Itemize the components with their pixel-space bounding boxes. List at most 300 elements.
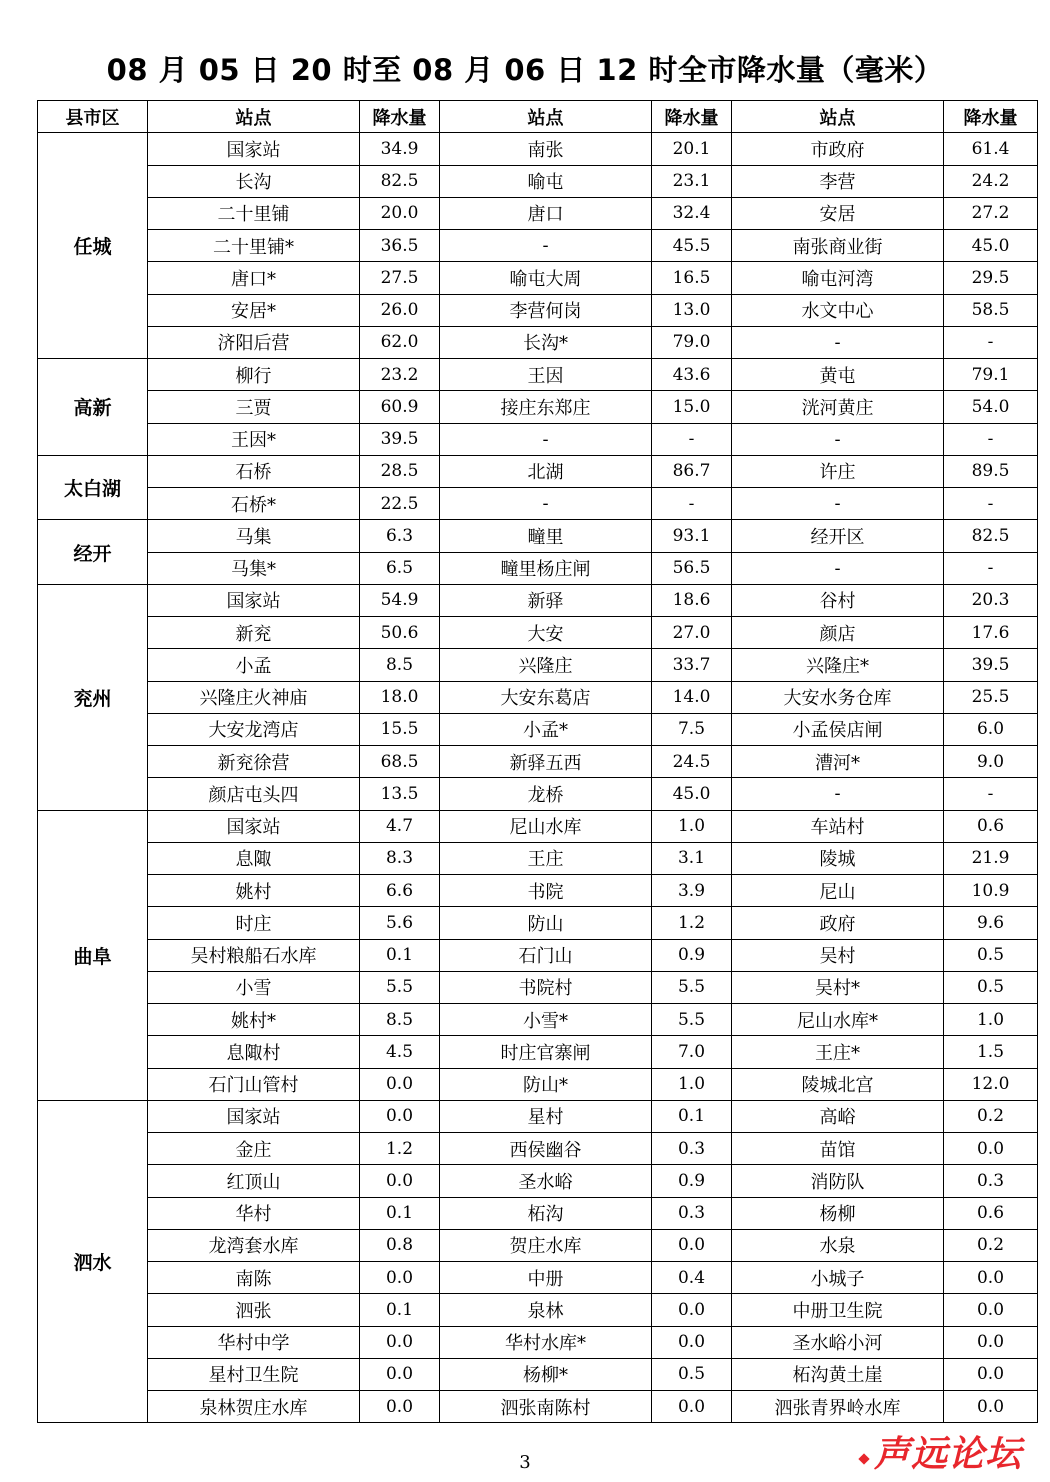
station-3-cell: 洸河黄庄 [732, 391, 944, 423]
rainfall-3-cell: 25.5 [944, 681, 1038, 713]
station-2-cell: 疃里 [440, 520, 652, 552]
rainfall-2-cell: - [652, 423, 732, 455]
rainfall-1-cell: 0.0 [360, 1165, 440, 1197]
station-2-cell: 防山* [440, 1068, 652, 1100]
station-3-cell: - [732, 488, 944, 520]
rainfall-2-cell: 15.0 [652, 391, 732, 423]
rainfall-1-cell: 50.6 [360, 617, 440, 649]
rainfall-2-cell: 0.0 [652, 1391, 732, 1423]
rainfall-1-cell: 54.9 [360, 584, 440, 616]
station-2-cell: 长沟* [440, 326, 652, 358]
rainfall-1-cell: 0.0 [360, 1391, 440, 1423]
rainfall-3-cell: 0.3 [944, 1165, 1038, 1197]
station-3-cell: 吴村 [732, 939, 944, 971]
station-2-cell: 喻屯大周 [440, 262, 652, 294]
rainfall-2-cell: 5.5 [652, 971, 732, 1003]
station-3-cell: 南张商业街 [732, 230, 944, 262]
station-1-cell: 二十里铺 [148, 197, 360, 229]
station-2-cell: 中册 [440, 1262, 652, 1294]
rainfall-table [37, 100, 1038, 1423]
station-3-cell: - [732, 552, 944, 584]
rainfall-1-cell: 6.3 [360, 520, 440, 552]
station-1-cell: 大安龙湾店 [148, 713, 360, 745]
rainfall-2-cell: 93.1 [652, 520, 732, 552]
station-2-cell: 北湖 [440, 455, 652, 487]
table-row [38, 1358, 1038, 1390]
page-title: 08 月 05 日 20 时至 08 月 06 日 12 时全市降水量（毫米） [106, 53, 944, 87]
rainfall-2-cell: 0.5 [652, 1358, 732, 1390]
page-number: 3 [519, 1452, 531, 1473]
station-1-cell: 姚村* [148, 1004, 360, 1036]
table-row [38, 778, 1038, 810]
rainfall-2-cell: 86.7 [652, 455, 732, 487]
header-rainfall-2: 降水量 [652, 101, 732, 133]
table-row [38, 326, 1038, 358]
station-3-cell: 圣水峪小河 [732, 1326, 944, 1358]
table-row [38, 230, 1038, 262]
rainfall-1-cell: 6.6 [360, 875, 440, 907]
county-cell: 太白湖 [38, 455, 148, 520]
rainfall-2-cell: 7.0 [652, 1036, 732, 1068]
rainfall-1-cell: 5.5 [360, 971, 440, 1003]
rainfall-2-cell: 24.5 [652, 746, 732, 778]
table-body [38, 133, 1038, 1423]
table-row [38, 1262, 1038, 1294]
table-row [38, 391, 1038, 423]
station-3-cell: 中册卫生院 [732, 1294, 944, 1326]
header-rainfall-3: 降水量 [944, 101, 1038, 133]
header-county: 县市区 [38, 101, 148, 133]
station-3-cell: 车站村 [732, 810, 944, 842]
station-3-cell: 颜店 [732, 617, 944, 649]
table-row [38, 713, 1038, 745]
table-row [38, 197, 1038, 229]
table-row [38, 681, 1038, 713]
station-2-cell: 喻屯 [440, 165, 652, 197]
station-2-cell: 大安东葛店 [440, 681, 652, 713]
station-1-cell: 国家站 [148, 133, 360, 165]
rainfall-1-cell: 4.7 [360, 810, 440, 842]
table-row [38, 907, 1038, 939]
rainfall-2-cell: 0.1 [652, 1100, 732, 1132]
rainfall-3-cell: 82.5 [944, 520, 1038, 552]
station-1-cell: 三贾 [148, 391, 360, 423]
rainfall-1-cell: 82.5 [360, 165, 440, 197]
rainfall-1-cell: 8.3 [360, 842, 440, 874]
header-station-3: 站点 [732, 101, 944, 133]
station-1-cell: 金庄 [148, 1133, 360, 1165]
station-1-cell: 华村中学 [148, 1326, 360, 1358]
station-3-cell: 许庄 [732, 455, 944, 487]
table-row [38, 842, 1038, 874]
rainfall-3-cell: 0.0 [944, 1262, 1038, 1294]
rainfall-2-cell: 43.6 [652, 359, 732, 391]
rainfall-3-cell: 27.2 [944, 197, 1038, 229]
station-3-cell: 陵城北宫 [732, 1068, 944, 1100]
station-1-cell: 小雪 [148, 971, 360, 1003]
station-3-cell: 消防队 [732, 1165, 944, 1197]
station-1-cell: 国家站 [148, 810, 360, 842]
table-row [38, 1197, 1038, 1229]
rainfall-3-cell: 9.6 [944, 907, 1038, 939]
rainfall-2-cell: 0.0 [652, 1294, 732, 1326]
rainfall-3-cell: 0.0 [944, 1294, 1038, 1326]
rainfall-3-cell: 0.0 [944, 1326, 1038, 1358]
table-row [38, 746, 1038, 778]
table-row [38, 939, 1038, 971]
rainfall-1-cell: 62.0 [360, 326, 440, 358]
rainfall-1-cell: 0.0 [360, 1326, 440, 1358]
table-row [38, 649, 1038, 681]
table-row [38, 584, 1038, 616]
station-1-cell: 柳行 [148, 359, 360, 391]
table-row [38, 359, 1038, 391]
station-2-cell: 泗张南陈村 [440, 1391, 652, 1423]
rainfall-3-cell: - [944, 423, 1038, 455]
station-3-cell: 小孟侯店闸 [732, 713, 944, 745]
rainfall-2-cell: 18.6 [652, 584, 732, 616]
table-row [38, 1165, 1038, 1197]
rainfall-1-cell: 0.8 [360, 1229, 440, 1261]
rainfall-3-cell: 54.0 [944, 391, 1038, 423]
station-2-cell: - [440, 230, 652, 262]
rainfall-3-cell: 0.0 [944, 1358, 1038, 1390]
table-row [38, 552, 1038, 584]
table-row [38, 294, 1038, 326]
station-2-cell: 贺庄水库 [440, 1229, 652, 1261]
rainfall-3-cell: 89.5 [944, 455, 1038, 487]
station-1-cell: 息陬村 [148, 1036, 360, 1068]
station-1-cell: 姚村 [148, 875, 360, 907]
station-3-cell: - [732, 778, 944, 810]
station-1-cell: 息陬 [148, 842, 360, 874]
rainfall-1-cell: 0.0 [360, 1068, 440, 1100]
station-3-cell: 经开区 [732, 520, 944, 552]
rainfall-3-cell: 29.5 [944, 262, 1038, 294]
rainfall-1-cell: 6.5 [360, 552, 440, 584]
rainfall-1-cell: 8.5 [360, 649, 440, 681]
table-row [38, 455, 1038, 487]
rainfall-2-cell: 16.5 [652, 262, 732, 294]
station-2-cell: 华村水库* [440, 1326, 652, 1358]
rainfall-1-cell: 39.5 [360, 423, 440, 455]
station-2-cell: 唐口 [440, 197, 652, 229]
rainfall-3-cell: 58.5 [944, 294, 1038, 326]
rainfall-3-cell: 0.2 [944, 1100, 1038, 1132]
rainfall-3-cell: 0.5 [944, 939, 1038, 971]
rainfall-3-cell: 0.0 [944, 1391, 1038, 1423]
table-row [38, 1100, 1038, 1132]
county-cell: 兖州 [38, 584, 148, 810]
station-3-cell: 陵城 [732, 842, 944, 874]
station-3-cell: 杨柳 [732, 1197, 944, 1229]
rainfall-3-cell: - [944, 778, 1038, 810]
rainfall-3-cell: 12.0 [944, 1068, 1038, 1100]
station-1-cell: 马集 [148, 520, 360, 552]
station-3-cell: 尼山水库* [732, 1004, 944, 1036]
table-row [38, 1133, 1038, 1165]
station-2-cell: 尼山水库 [440, 810, 652, 842]
rainfall-2-cell: 79.0 [652, 326, 732, 358]
rainfall-1-cell: 20.0 [360, 197, 440, 229]
station-3-cell: 小城子 [732, 1262, 944, 1294]
rainfall-3-cell: 0.6 [944, 810, 1038, 842]
rainfall-2-cell: 0.9 [652, 1165, 732, 1197]
table-row [38, 165, 1038, 197]
table-row [38, 1229, 1038, 1261]
station-3-cell: 水泉 [732, 1229, 944, 1261]
rainfall-2-cell: 27.0 [652, 617, 732, 649]
rainfall-3-cell: 20.3 [944, 584, 1038, 616]
station-1-cell: 南陈 [148, 1262, 360, 1294]
station-3-cell: 高峪 [732, 1100, 944, 1132]
station-3-cell: 市政府 [732, 133, 944, 165]
rainfall-2-cell: 7.5 [652, 713, 732, 745]
county-cell: 高新 [38, 359, 148, 456]
station-2-cell: - [440, 488, 652, 520]
station-2-cell: 石门山 [440, 939, 652, 971]
rainfall-2-cell: 0.4 [652, 1262, 732, 1294]
rainfall-2-cell: 20.1 [652, 133, 732, 165]
station-2-cell: 星村 [440, 1100, 652, 1132]
rainfall-2-cell: 23.1 [652, 165, 732, 197]
rainfall-2-cell: 0.0 [652, 1229, 732, 1261]
rainfall-2-cell: 0.9 [652, 939, 732, 971]
station-1-cell: 兴隆庄火神庙 [148, 681, 360, 713]
station-1-cell: 马集* [148, 552, 360, 584]
rainfall-1-cell: 23.2 [360, 359, 440, 391]
table-row [38, 488, 1038, 520]
rainfall-2-cell: 1.0 [652, 1068, 732, 1100]
station-3-cell: 漕河* [732, 746, 944, 778]
table-row [38, 1326, 1038, 1358]
rainfall-1-cell: 8.5 [360, 1004, 440, 1036]
rainfall-1-cell: 36.5 [360, 230, 440, 262]
station-3-cell: 李营 [732, 165, 944, 197]
table-row [38, 262, 1038, 294]
station-3-cell: 谷村 [732, 584, 944, 616]
table-row [38, 520, 1038, 552]
rainfall-2-cell: 45.5 [652, 230, 732, 262]
station-2-cell: - [440, 423, 652, 455]
station-1-cell: 新兖徐营 [148, 746, 360, 778]
station-1-cell: 泗张 [148, 1294, 360, 1326]
station-1-cell: 星村卫生院 [148, 1358, 360, 1390]
county-cell: 经开 [38, 520, 148, 585]
station-1-cell: 颜店屯头四 [148, 778, 360, 810]
table-row [38, 617, 1038, 649]
rainfall-3-cell: 6.0 [944, 713, 1038, 745]
table-row [38, 875, 1038, 907]
rainfall-3-cell: 0.6 [944, 1197, 1038, 1229]
rainfall-1-cell: 13.5 [360, 778, 440, 810]
station-1-cell: 二十里铺* [148, 230, 360, 262]
station-3-cell: 大安水务仓库 [732, 681, 944, 713]
station-3-cell: 黄屯 [732, 359, 944, 391]
station-1-cell: 小孟 [148, 649, 360, 681]
station-2-cell: 圣水峪 [440, 1165, 652, 1197]
station-3-cell: 安居 [732, 197, 944, 229]
station-2-cell: 书院村 [440, 971, 652, 1003]
rainfall-1-cell: 18.0 [360, 681, 440, 713]
rainfall-3-cell: 39.5 [944, 649, 1038, 681]
station-2-cell: 时庄官寨闸 [440, 1036, 652, 1068]
watermark-text: 声远论坛 [873, 1434, 1022, 1475]
station-3-cell: 兴隆庄* [732, 649, 944, 681]
rainfall-1-cell: 0.0 [360, 1100, 440, 1132]
station-1-cell: 时庄 [148, 907, 360, 939]
rainfall-3-cell: 21.9 [944, 842, 1038, 874]
station-2-cell: 小雪* [440, 1004, 652, 1036]
rainfall-1-cell: 0.0 [360, 1262, 440, 1294]
station-3-cell: 王庄* [732, 1036, 944, 1068]
station-2-cell: 西侯幽谷 [440, 1133, 652, 1165]
table-row [38, 1036, 1038, 1068]
rainfall-2-cell: 33.7 [652, 649, 732, 681]
rainfall-2-cell: 0.3 [652, 1133, 732, 1165]
rainfall-1-cell: 15.5 [360, 713, 440, 745]
station-1-cell: 安居* [148, 294, 360, 326]
header-station-1: 站点 [148, 101, 360, 133]
rainfall-1-cell: 0.1 [360, 939, 440, 971]
station-1-cell: 泉林贺庄水库 [148, 1391, 360, 1423]
rainfall-1-cell: 4.5 [360, 1036, 440, 1068]
rainfall-3-cell: - [944, 552, 1038, 584]
rainfall-3-cell: 24.2 [944, 165, 1038, 197]
rainfall-3-cell: 45.0 [944, 230, 1038, 262]
station-2-cell: 柘沟 [440, 1197, 652, 1229]
station-1-cell: 国家站 [148, 1100, 360, 1132]
station-3-cell: - [732, 423, 944, 455]
rainfall-2-cell: 3.1 [652, 842, 732, 874]
rainfall-1-cell: 22.5 [360, 488, 440, 520]
station-3-cell: 吴村* [732, 971, 944, 1003]
table-row [38, 133, 1038, 165]
rainfall-3-cell: 1.5 [944, 1036, 1038, 1068]
rainfall-2-cell: - [652, 488, 732, 520]
rainfall-2-cell: 1.2 [652, 907, 732, 939]
rainfall-3-cell: 0.5 [944, 971, 1038, 1003]
rainfall-1-cell: 27.5 [360, 262, 440, 294]
station-3-cell: 尼山 [732, 875, 944, 907]
station-1-cell: 华村 [148, 1197, 360, 1229]
table-header-row [38, 101, 1038, 133]
station-2-cell: 王因 [440, 359, 652, 391]
rainfall-3-cell: - [944, 488, 1038, 520]
station-1-cell: 龙湾套水库 [148, 1229, 360, 1261]
rainfall-1-cell: 0.1 [360, 1294, 440, 1326]
station-2-cell: 书院 [440, 875, 652, 907]
rainfall-1-cell: 34.9 [360, 133, 440, 165]
rainfall-1-cell: 1.2 [360, 1133, 440, 1165]
table-row [38, 423, 1038, 455]
rainfall-2-cell: 0.3 [652, 1197, 732, 1229]
rainfall-3-cell: 0.2 [944, 1229, 1038, 1261]
rainfall-2-cell: 1.0 [652, 810, 732, 842]
rainfall-3-cell: 79.1 [944, 359, 1038, 391]
forum-watermark-logo [874, 1433, 1022, 1477]
rainfall-1-cell: 0.1 [360, 1197, 440, 1229]
rainfall-2-cell: 0.0 [652, 1326, 732, 1358]
rainfall-3-cell: 17.6 [944, 617, 1038, 649]
station-1-cell: 石桥* [148, 488, 360, 520]
station-1-cell: 吴村粮船石水库 [148, 939, 360, 971]
rainfall-3-cell: - [944, 326, 1038, 358]
station-1-cell: 王因* [148, 423, 360, 455]
rainfall-3-cell: 0.0 [944, 1133, 1038, 1165]
station-2-cell: 新驿 [440, 584, 652, 616]
county-cell: 泗水 [38, 1100, 148, 1423]
station-1-cell: 红顶山 [148, 1165, 360, 1197]
rainfall-3-cell: 10.9 [944, 875, 1038, 907]
station-3-cell: 喻屯河湾 [732, 262, 944, 294]
station-2-cell: 南张 [440, 133, 652, 165]
rainfall-2-cell: 32.4 [652, 197, 732, 229]
county-cell: 曲阜 [38, 810, 148, 1100]
rainfall-1-cell: 60.9 [360, 391, 440, 423]
station-3-cell: - [732, 326, 944, 358]
header-rainfall-1: 降水量 [360, 101, 440, 133]
station-2-cell: 杨柳* [440, 1358, 652, 1390]
table-row [38, 810, 1038, 842]
station-2-cell: 兴隆庄 [440, 649, 652, 681]
rainfall-2-cell: 14.0 [652, 681, 732, 713]
station-2-cell: 小孟* [440, 713, 652, 745]
station-1-cell: 新兖 [148, 617, 360, 649]
station-3-cell: 水文中心 [732, 294, 944, 326]
station-2-cell: 王庄 [440, 842, 652, 874]
table-row [38, 1294, 1038, 1326]
rainfall-1-cell: 26.0 [360, 294, 440, 326]
county-cell: 任城 [38, 133, 148, 359]
station-2-cell: 龙桥 [440, 778, 652, 810]
station-2-cell: 大安 [440, 617, 652, 649]
station-1-cell: 石门山管村 [148, 1068, 360, 1100]
station-2-cell: 疃里杨庄闸 [440, 552, 652, 584]
station-2-cell: 防山 [440, 907, 652, 939]
rainfall-1-cell: 5.6 [360, 907, 440, 939]
station-3-cell: 政府 [732, 907, 944, 939]
station-2-cell: 泉林 [440, 1294, 652, 1326]
station-1-cell: 长沟 [148, 165, 360, 197]
header-station-2: 站点 [440, 101, 652, 133]
station-1-cell: 唐口* [148, 262, 360, 294]
rainfall-2-cell: 5.5 [652, 1004, 732, 1036]
rainfall-2-cell: 45.0 [652, 778, 732, 810]
station-3-cell: 泗张青界岭水库 [732, 1391, 944, 1423]
rainfall-2-cell: 13.0 [652, 294, 732, 326]
rainfall-3-cell: 9.0 [944, 746, 1038, 778]
rainfall-3-cell: 1.0 [944, 1004, 1038, 1036]
table-row [38, 1004, 1038, 1036]
station-1-cell: 国家站 [148, 584, 360, 616]
rainfall-2-cell: 56.5 [652, 552, 732, 584]
station-3-cell: 苗馆 [732, 1133, 944, 1165]
table-row [38, 1391, 1038, 1423]
table-row [38, 971, 1038, 1003]
station-2-cell: 接庄东郑庄 [440, 391, 652, 423]
rainfall-1-cell: 28.5 [360, 455, 440, 487]
table-row [38, 1068, 1038, 1100]
rainfall-3-cell: 61.4 [944, 133, 1038, 165]
station-1-cell: 济阳后营 [148, 326, 360, 358]
station-3-cell: 柘沟黄土崖 [732, 1358, 944, 1390]
rainfall-2-cell: 3.9 [652, 875, 732, 907]
rainfall-1-cell: 0.0 [360, 1358, 440, 1390]
station-2-cell: 李营何岗 [440, 294, 652, 326]
station-1-cell: 石桥 [148, 455, 360, 487]
station-2-cell: 新驿五西 [440, 746, 652, 778]
